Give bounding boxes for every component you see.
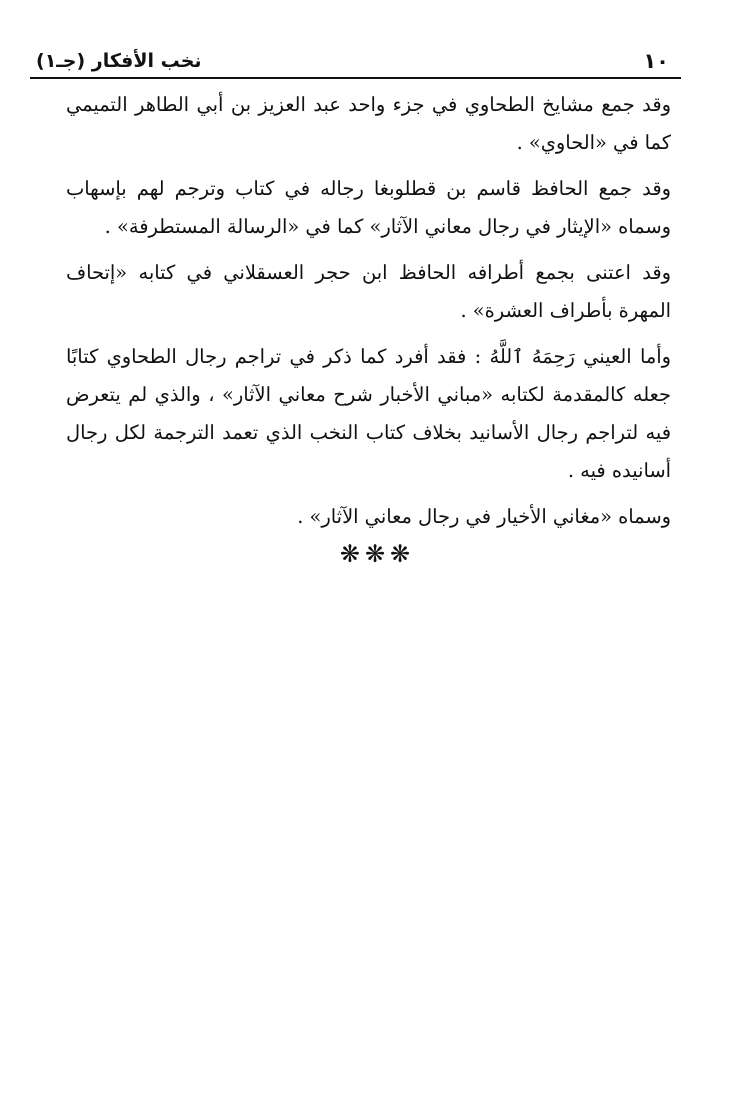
page-number: ١٠ xyxy=(643,49,669,73)
paragraph-al-ayni: وأما العيني رَحِمَهُ ٱللَّهُ : فقد أفرد كما ذكر في تراجم رجال الطحاوي كتابًا جعله كالمقدمة لكتابه «مباني الأخبار شرح معاني الآثار» ، والذي لم يتعرض فيه لتراجم رجال الأسانيد بخلاف كتاب النخب الذي تعمد الترجمة لكل رجال أسانيده فيه . xyxy=(66,345,671,482)
page-body xyxy=(66,86,671,544)
paragraph-ibn-qutlubugha: وقد جمع الحافظ قاسم بن قطلوبغا رجاله في كتاب وترجم لهم بإسهاب وسماه «الإيثار في رجال معاني الآثار» كما في «الرسالة المستطرفة» . xyxy=(66,177,671,238)
paragraph-book-title: وسماه «مغاني الأخيار في رجال معاني الآثار» . xyxy=(297,505,671,528)
section-separator: ❋❋❋ xyxy=(339,540,416,568)
paragraph-tahawi-shaykhs: وقد جمع مشايخ الطحاوي في جزء واحد عبد العزيز بن أبي الطاهر التميمي كما في «الحاوي» . xyxy=(66,93,671,154)
page-header xyxy=(36,44,677,74)
running-title: نخب الأفكار (جـ١) xyxy=(36,50,202,72)
header-rule xyxy=(30,77,681,79)
paragraph-ibn-hajar: وقد اعتنى بجمع أطرافه الحافظ ابن حجر العسقلاني في كتابه «إتحاف المهرة بأطراف العشرة» . xyxy=(66,261,671,322)
